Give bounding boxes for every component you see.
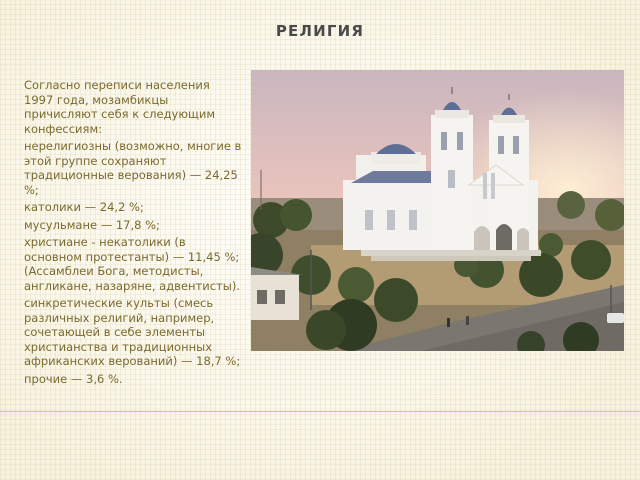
text-block bbox=[24, 78, 242, 389]
list-item: нерелигиозны (возможно, многие в этой группе сохраняют традиционные верования) — 24,25 %; bbox=[24, 139, 242, 197]
list-item: католики — 24,2 %; bbox=[24, 200, 144, 214]
intro-paragraph: Согласно переписи населения 1997 года, мозамбикцы причисляют себя к следующим конфессиям: bbox=[24, 78, 216, 136]
list-item: христиане - некатолики (в основном протестанты) — 11,45 %; (Ассамблеи Бога, методисты, англикане, назаряне, адвентисты). bbox=[24, 235, 240, 293]
divider-line bbox=[0, 411, 640, 412]
list-item: мусульмане — 17,8 %; bbox=[24, 217, 160, 232]
slide-title: РЕЛИГИЯ bbox=[275, 22, 365, 40]
cathedral-photo bbox=[251, 70, 624, 351]
list-item: прочие — 3,6 %. bbox=[24, 371, 123, 386]
list-item: синкретические культы (смесь различных религий, например, сочетающей в себе элементы христианства и традиционных африканских верований) — 18,7 %; bbox=[24, 296, 241, 368]
